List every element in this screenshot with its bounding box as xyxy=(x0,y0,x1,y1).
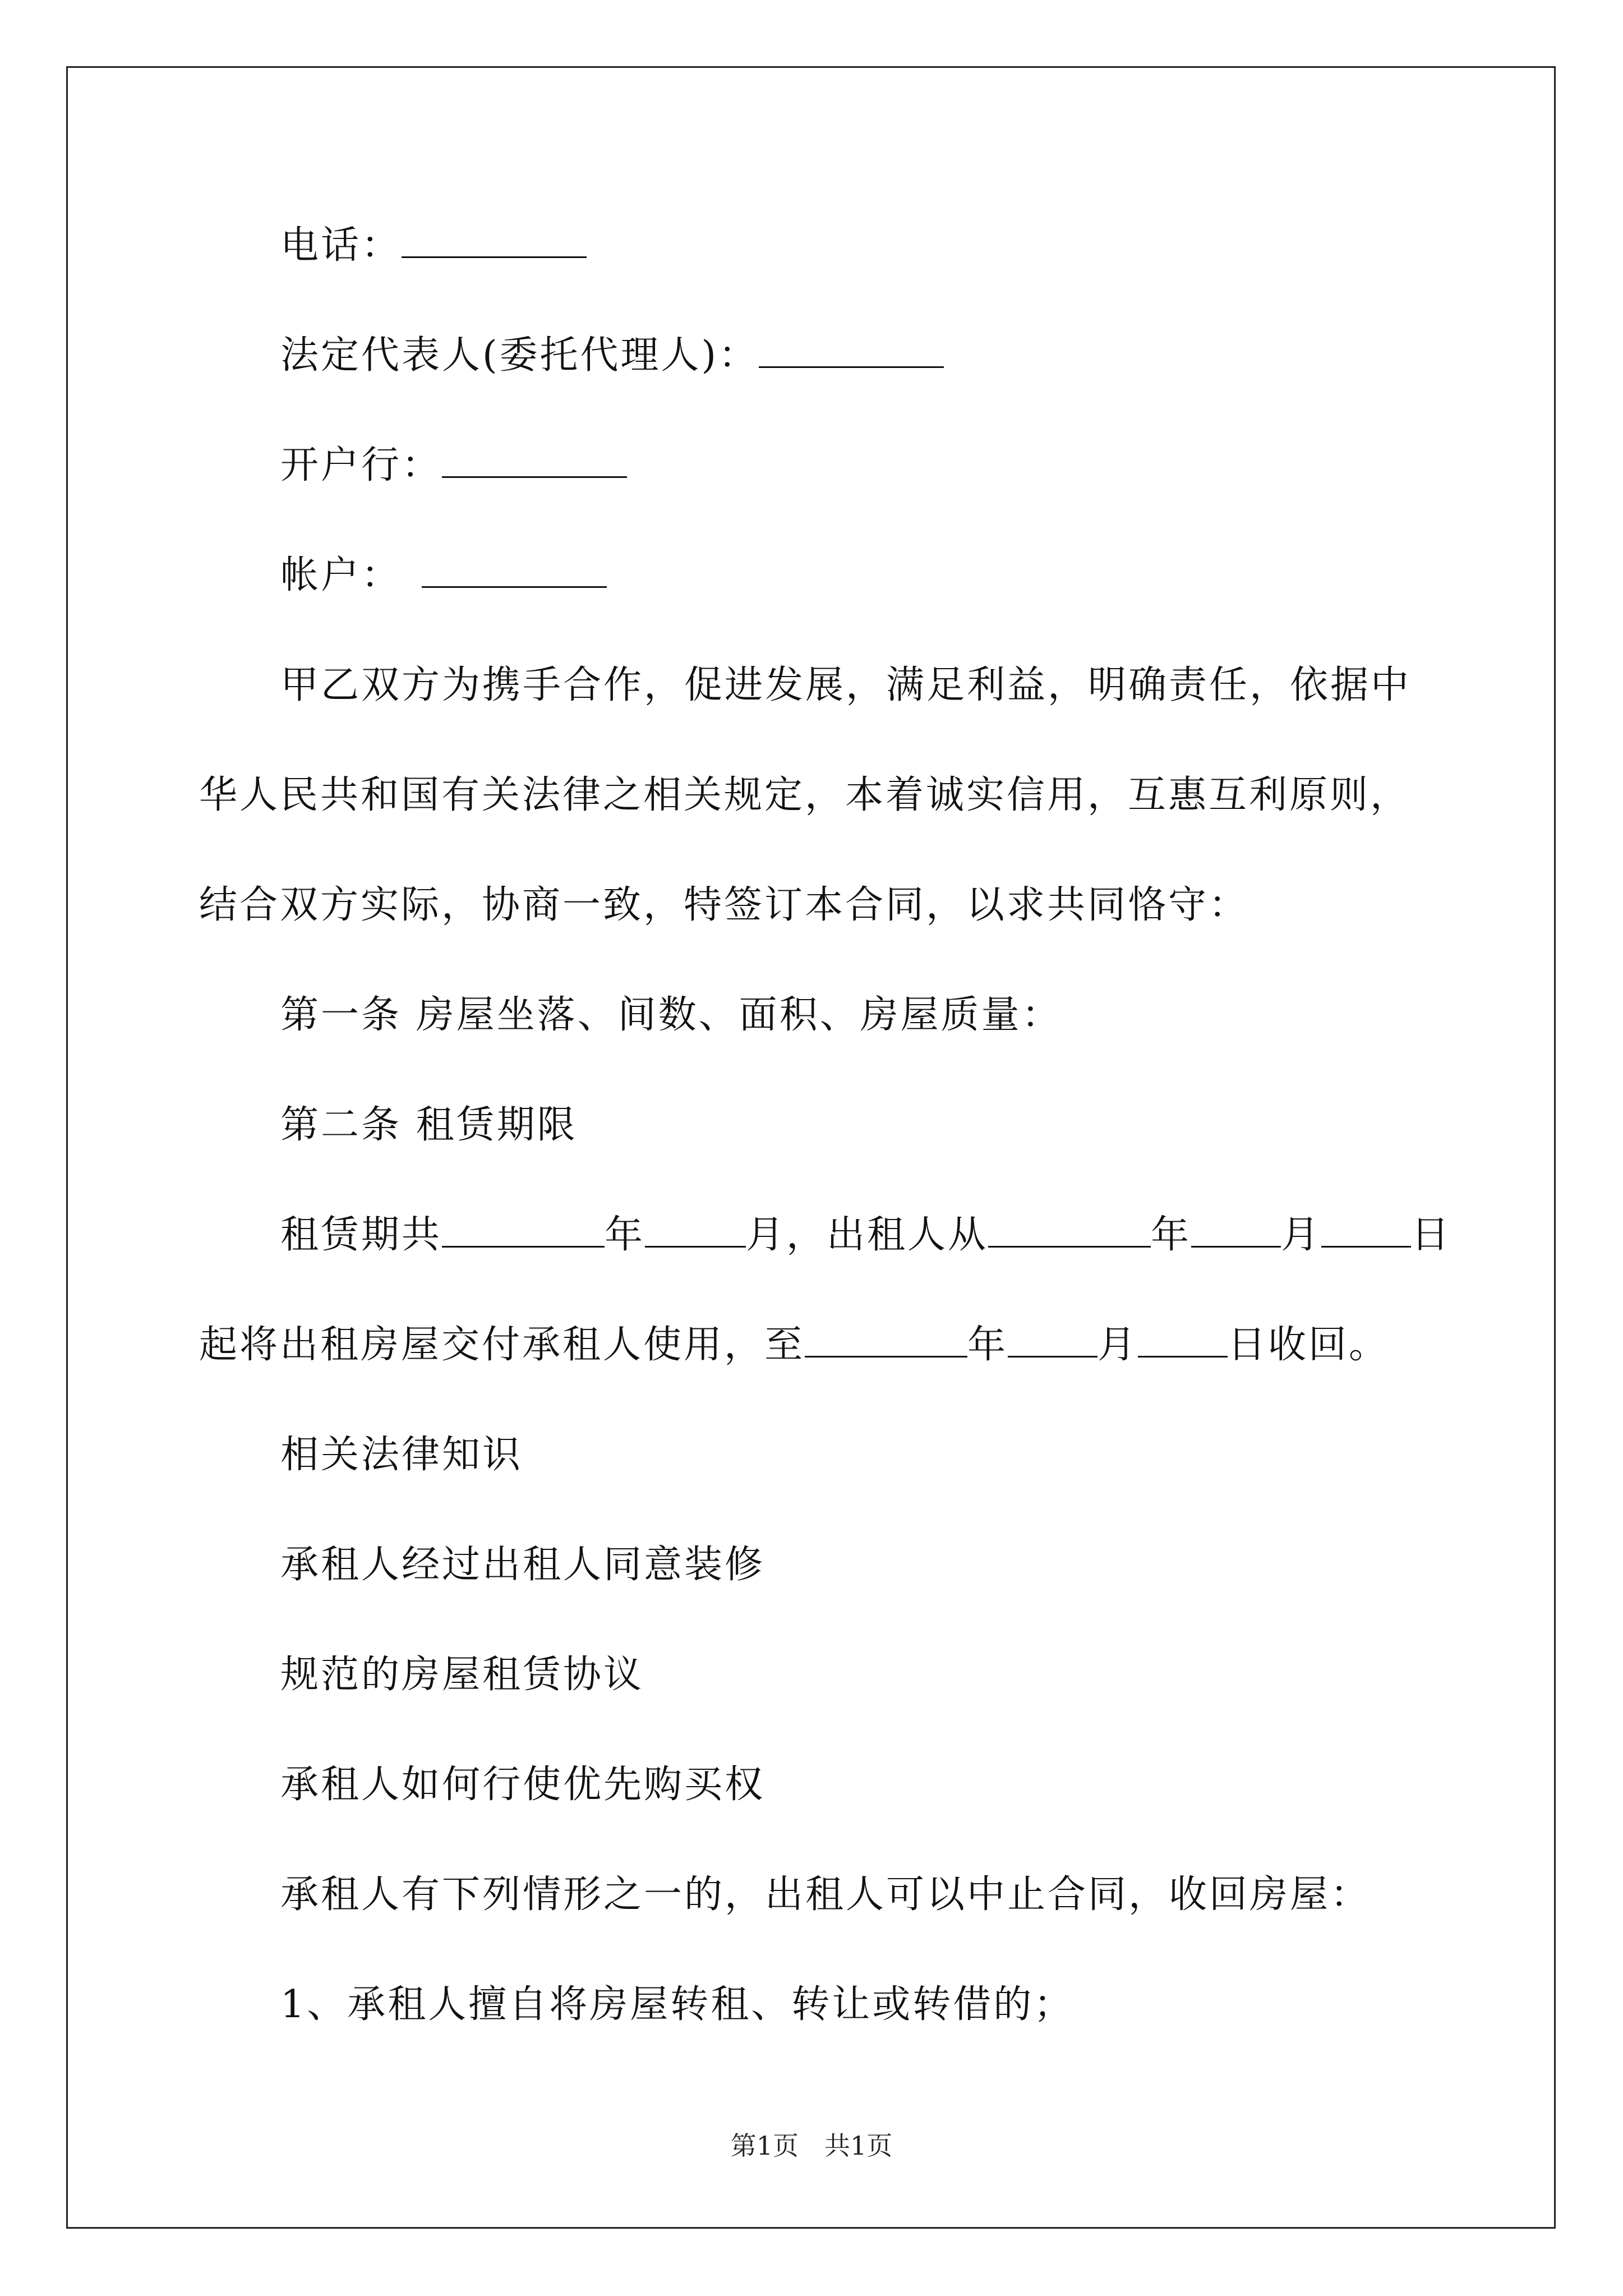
legal-representative-label: 法定代表人(委托代理人)： xyxy=(280,333,759,378)
page-footer: 第1页 共1页 xyxy=(730,2131,893,2161)
legal-link-preemption: 承租人如何行使优先购买权 xyxy=(280,1763,766,1807)
start-day-blank[interactable] xyxy=(1321,1211,1411,1248)
termination-item-1: 1、承租人擅自将房屋转租、转让或转借的； xyxy=(280,1982,1075,2027)
lease-term-line-2 xyxy=(199,1318,1389,1372)
month-label: 月 xyxy=(1281,1213,1322,1257)
start-year-blank[interactable] xyxy=(988,1211,1151,1248)
paragraph-intro-line-2: 华人民共和国有关法律之相关规定，本着诚实信用，互惠互利原则， xyxy=(199,773,1411,817)
account-label: 帐户： xyxy=(280,553,402,597)
year-label: 年 xyxy=(967,1323,1008,1367)
lease-years-blank[interactable] xyxy=(442,1211,605,1248)
bank-blank[interactable] xyxy=(442,441,627,478)
legal-link-renovation: 承租人经过出租人同意装修 xyxy=(280,1543,766,1587)
article-two: 第二条 租赁期限 xyxy=(280,1103,578,1147)
year-label: 年 xyxy=(605,1213,645,1257)
phone-blank[interactable] xyxy=(402,222,587,258)
year-label: 年 xyxy=(1151,1213,1192,1257)
legal-representative-blank[interactable] xyxy=(759,332,944,368)
month-label: 月 xyxy=(1098,1323,1138,1367)
lease-months-blank[interactable] xyxy=(645,1211,746,1248)
lease-term-line-1 xyxy=(280,1208,1451,1262)
account-blank[interactable] xyxy=(422,551,607,588)
lessor-from-label: 月，出租人从 xyxy=(746,1213,989,1257)
end-year-blank[interactable] xyxy=(805,1321,967,1358)
bank-line xyxy=(280,439,627,493)
legal-knowledge-heading: 相关法律知识 xyxy=(280,1433,523,1477)
return-label: 日收回。 xyxy=(1228,1323,1390,1367)
lease-term-label: 租赁期共 xyxy=(280,1213,442,1257)
legal-representative-line xyxy=(280,329,944,383)
end-day-blank[interactable] xyxy=(1138,1321,1228,1358)
account-line xyxy=(280,549,607,602)
phone-label: 电话： xyxy=(280,223,402,268)
paragraph-intro-line-3: 结合双方实际，协商一致，特签订本合同，以求共同恪守： xyxy=(199,883,1249,927)
paragraph-intro-line-1: 甲乙双方为携手合作，促进发展，满足利益，明确责任，依据中 xyxy=(280,663,1412,707)
start-month-blank[interactable] xyxy=(1191,1211,1281,1248)
delivery-label: 起将出租房屋交付承租人使用，至 xyxy=(199,1323,805,1367)
phone-line xyxy=(280,219,587,273)
legal-link-agreement: 规范的房屋租赁协议 xyxy=(280,1653,644,1697)
end-month-blank[interactable] xyxy=(1008,1321,1098,1358)
bank-label: 开户行： xyxy=(280,443,442,487)
day-label: 日 xyxy=(1411,1213,1452,1257)
article-one: 第一条 房屋坐落、间数、面积、房屋质量： xyxy=(280,993,1062,1037)
termination-clause: 承租人有下列情形之一的，出租人可以中止合同，收回房屋： xyxy=(280,1872,1371,1917)
